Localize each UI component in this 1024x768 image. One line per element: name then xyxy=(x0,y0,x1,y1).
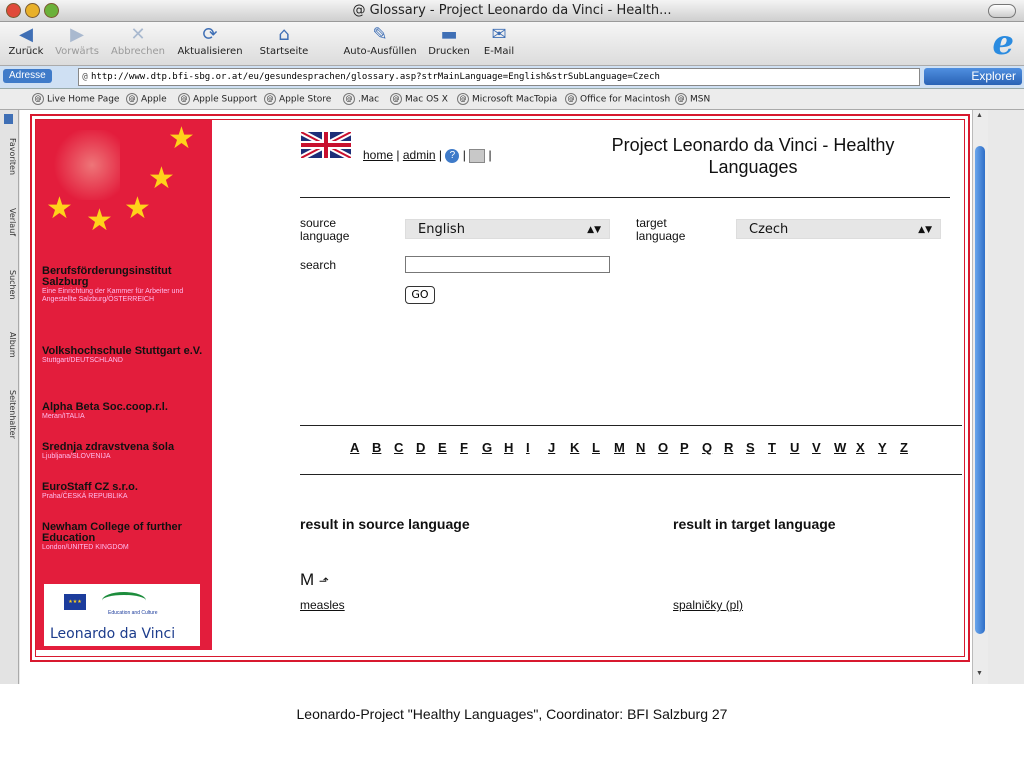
letter-link-j[interactable]: J xyxy=(548,440,556,455)
partner-newham-college[interactable]: Newham College of further Education London/UNITED KINGDOM xyxy=(42,521,182,551)
letter-link-t[interactable]: T xyxy=(768,440,776,455)
source-term-link[interactable]: measles xyxy=(300,598,345,612)
scroll-down-icon[interactable]: ▼ xyxy=(976,670,983,677)
mail-button[interactable]: ✉ E-Mail xyxy=(478,24,520,57)
partner-eurostaff[interactable]: EuroStaff CZ s.r.o. Praha/ČESKÁ REPUBLIKA xyxy=(42,481,138,500)
explorer-logo-icon: e xyxy=(992,23,1014,63)
forward-arrow-icon: ▶ xyxy=(70,24,84,45)
star-icon: ★ xyxy=(46,192,73,225)
letter-link-k[interactable]: K xyxy=(570,440,580,455)
favorite-office-for-macintosh[interactable]: @ Office for Macintosh xyxy=(565,93,670,105)
letter-link-f[interactable]: F xyxy=(460,440,468,455)
print-icon: ▬ xyxy=(440,24,458,45)
select-arrows-icon: ▲▼ xyxy=(918,225,932,235)
letter-link-h[interactable]: H xyxy=(504,440,514,455)
favorite-microsoft-mactopia[interactable]: @ Microsoft MacTopia xyxy=(457,93,557,105)
result-letter: M ⬏ xyxy=(300,570,329,589)
divider xyxy=(300,425,962,426)
source-language-select[interactable]: English ▲▼ xyxy=(405,219,610,239)
star-icon: ★ xyxy=(86,204,113,237)
mail-icon: ✉ xyxy=(491,24,507,45)
letter-link-x[interactable]: X xyxy=(856,440,865,455)
letter-link-c[interactable]: C xyxy=(394,440,404,455)
admin-link[interactable]: admin xyxy=(402,148,436,162)
letter-link-z[interactable]: Z xyxy=(900,440,908,455)
autofill-button[interactable]: ✎ Auto-Ausfüllen xyxy=(338,24,422,57)
home-icon: ⌂ xyxy=(278,24,290,45)
back-button[interactable]: ◀ Zurück xyxy=(4,24,48,57)
letter-link-b[interactable]: B xyxy=(372,440,382,455)
favorite-apple-store[interactable]: @ Apple Store xyxy=(264,93,331,105)
toolbar-toggle-button[interactable] xyxy=(988,4,1016,18)
page-icon: @ xyxy=(82,72,88,82)
go-button[interactable]: GO xyxy=(405,286,435,304)
letter-link-g[interactable]: G xyxy=(482,440,493,455)
forward-button[interactable]: ▶ Vorwärts xyxy=(50,24,104,57)
favorite-icon: @ xyxy=(457,93,469,105)
letter-link-n[interactable]: N xyxy=(636,440,646,455)
letter-link-e[interactable]: E xyxy=(438,440,447,455)
sidetab-history[interactable]: Verlauf xyxy=(8,208,17,237)
window-title: @ Glossary - Project Leonardo da Vinci - Health... xyxy=(352,3,672,18)
star-icon: ★ xyxy=(124,192,151,225)
favorite-apple[interactable]: @ Apple xyxy=(126,93,167,105)
home-button[interactable]: ⌂ Startseite xyxy=(253,24,315,57)
partner-bfi-salzburg[interactable]: Berufsförderungsinstitut Salzburg Eine Einrichtung der Kammer für Arbeiter und Angestellte Salzburg/ÖSTERREICH xyxy=(42,265,184,303)
letter-link-w[interactable]: W xyxy=(834,440,847,455)
favorite-live-home-page[interactable]: @ Live Home Page xyxy=(32,93,119,105)
select-arrows-icon: ▲▼ xyxy=(587,225,601,235)
scroll-up-icon[interactable]: ▲ xyxy=(976,112,983,119)
explorer-button[interactable]: Explorer xyxy=(924,68,1022,85)
target-language-label: target language xyxy=(636,216,686,243)
address-bar xyxy=(0,66,1024,89)
favorites-bar xyxy=(0,89,1024,110)
partner-srednja-sola[interactable]: Srednja zdravstvena šola Ljubljana/SLOVENIJA xyxy=(42,441,175,460)
favorite-icon: @ xyxy=(390,93,402,105)
print-button[interactable]: ▬ Drucken xyxy=(425,24,473,57)
letter-link-d[interactable]: D xyxy=(416,440,426,455)
favorite-icon: @ xyxy=(32,93,44,105)
refresh-icon: ⟳ xyxy=(202,24,218,45)
slide-footer: Leonardo-Project "Healthy Languages", Coordinator: BFI Salzburg 27 xyxy=(296,706,728,722)
letter-link-r[interactable]: R xyxy=(724,440,734,455)
autofill-icon: ✎ xyxy=(372,24,388,45)
star-icon: ★ xyxy=(168,122,195,155)
nav-links: home | admin | ? | | xyxy=(363,148,492,162)
letter-link-p[interactable]: P xyxy=(680,440,689,455)
source-result-heading: result in source language xyxy=(300,516,470,532)
target-result-heading: result in target language xyxy=(673,516,836,532)
letter-link-i[interactable]: I xyxy=(526,440,530,455)
title-bar xyxy=(0,0,1024,22)
letter-link-u[interactable]: U xyxy=(790,440,800,455)
sidetab-album[interactable]: Album xyxy=(8,332,17,358)
favorite-mac[interactable]: @ .Mac xyxy=(343,93,379,105)
leonardo-logo: ★★★ Education and Culture Leonardo da Vinci xyxy=(44,584,200,646)
favorite-icon: @ xyxy=(126,93,138,105)
print-page-icon[interactable] xyxy=(469,149,485,163)
target-language-select[interactable]: Czech ▲▼ xyxy=(736,219,941,239)
letter-link-m[interactable]: M xyxy=(614,440,625,455)
favorite-icon: @ xyxy=(675,93,687,105)
source-language-label: source language xyxy=(300,216,350,243)
browser-toolbar xyxy=(0,22,1024,66)
sidebar-handle-icon[interactable] xyxy=(4,114,13,124)
uk-flag-icon[interactable] xyxy=(301,132,351,158)
partner-alpha-beta[interactable]: Alpha Beta Soc.coop.r.l. Meran/ITALIA xyxy=(42,401,168,420)
search-label: search xyxy=(300,258,337,272)
page-content xyxy=(20,110,972,684)
letter-link-l[interactable]: L xyxy=(592,440,600,455)
target-term-link[interactable]: spalničky (pl) xyxy=(673,598,744,612)
eu-flag-icon: ★★★ xyxy=(64,594,86,610)
favorite-icon: @ xyxy=(343,93,355,105)
stop-icon: ✕ xyxy=(130,24,146,45)
divider xyxy=(300,474,962,475)
partner-vhs-stuttgart[interactable]: Volkshochschule Stuttgart e.V. Stuttgart/DEUTSCHLAND xyxy=(42,345,203,364)
home-link[interactable]: home xyxy=(363,148,394,162)
vertical-scrollbar[interactable] xyxy=(972,110,988,684)
divider xyxy=(300,197,950,198)
back-to-top-icon[interactable]: ⬏ xyxy=(318,574,329,588)
scroll-thumb[interactable] xyxy=(975,146,985,634)
letter-link-s[interactable]: S xyxy=(746,440,755,455)
favorite-icon: @ xyxy=(178,93,190,105)
favorite-icon: @ xyxy=(264,93,276,105)
favorite-apple-support[interactable]: @ Apple Support xyxy=(178,93,257,105)
explorer-side-tabs xyxy=(0,110,19,684)
sidetab-search[interactable]: Suchen xyxy=(8,270,17,300)
letter-link-q[interactable]: Q xyxy=(702,440,713,455)
letter-link-o[interactable]: O xyxy=(658,440,669,455)
url-text: http://www.dtp.bfi-sbg.or.at/eu/gesundesprachen/glossary.asp?strMainLanguage=English&strSubLanguage=Czech xyxy=(91,72,660,82)
stop-button[interactable]: ✕ Abbrechen xyxy=(105,24,171,57)
search-input[interactable] xyxy=(405,256,610,273)
address-label: Adresse xyxy=(3,69,52,83)
favorite-mac-os-x[interactable]: @ Mac OS X xyxy=(390,93,448,105)
letter-link-v[interactable]: V xyxy=(812,440,821,455)
sidetab-favorites[interactable]: Favoriten xyxy=(8,138,17,176)
page-title: Project Leonardo da Vinci - Healthy Languages xyxy=(611,135,895,177)
back-arrow-icon: ◀ xyxy=(19,24,33,45)
alphabet-index xyxy=(350,440,922,455)
partner-sidebar xyxy=(36,120,212,650)
letter-link-a[interactable]: A xyxy=(350,440,360,455)
help-icon[interactable]: ? xyxy=(445,149,459,163)
letter-link-y[interactable]: Y xyxy=(878,440,887,455)
sidetab-page-holder[interactable]: Seitenhalter xyxy=(8,390,17,439)
favorite-msn[interactable]: @ MSN xyxy=(675,93,710,105)
refresh-button[interactable]: ⟳ Aktualisieren xyxy=(172,24,248,57)
url-field[interactable] xyxy=(78,68,920,86)
sidebar-photo xyxy=(50,130,120,200)
favorite-icon: @ xyxy=(565,93,577,105)
swoosh-icon xyxy=(102,592,146,609)
star-icon: ★ xyxy=(148,162,175,195)
